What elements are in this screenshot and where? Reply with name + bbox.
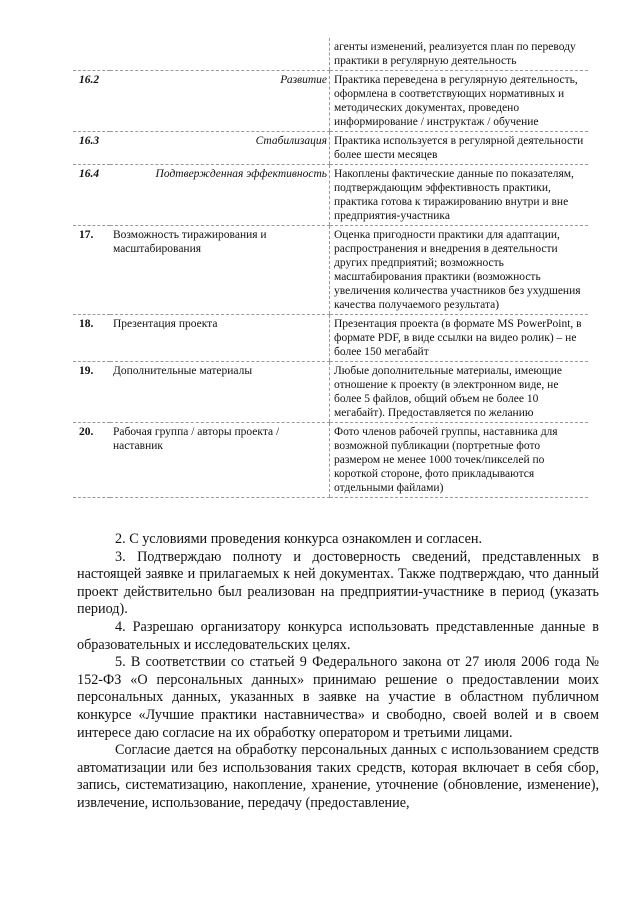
row-number: 16.4 — [73, 165, 110, 226]
paragraph: 3. Подтверждаю полноту и достоверность сведений, представленных в настоящей заявке и прилагаемых к ней документах. Также подтверждаю, что данный проект действительно был реализован на предприятии-участнике в период (указать период). — [77, 548, 599, 618]
row-description: Презентация проекта (в формате MS PowerPoint, в формате PDF, в виде ссылки на видео ролик) – не более 150 мегабайт — [330, 315, 589, 362]
table-row — [73, 165, 588, 226]
paragraph: 5. В соответствии со статьей 9 Федерального закона от 27 июля 2006 года № 152-ФЗ «О персональных данных» принимаю решение о предоставлении моих персональных данных, указанных в заявке на участие в областном публичном конкурсе «Лучшие практики наставничества» и свободно, своей волей и в своем интересе даю согласие на их обработку оператором и третьими лицами. — [77, 654, 599, 741]
row-description: Любые дополнительные материалы, имеющие отношение к проекту (в электронном виде, не более 5 файлов, общий объем не более 10 мегабайт). Предоставляется по желанию — [330, 362, 589, 423]
row-criterion: Рабочая группа / авторы проекта / наставник — [110, 423, 330, 498]
paragraph: 4. Разрешаю организатору конкурса использовать представленные данные в образовательных и исследовательских целях. — [77, 618, 599, 653]
paragraph: Согласие дается на обработку персональных данных с использованием средств автоматизации или без использования таких средств, которая включает в себя сбор, запись, систематизацию, накопление, хранение, уточнение (обновление, изменение), извлечение, использование, передачу (предоставление, — [77, 742, 599, 811]
row-number — [73, 38, 110, 71]
row-description: Фото членов рабочей группы, наставника для возможной публикации (портретные фото размером не менее 1000 точек/пикселей по короткой стороне, фото прикладываются отдельными файлами) — [330, 423, 589, 498]
table-row — [73, 226, 588, 315]
row-criterion: Презентация проекта — [110, 315, 330, 362]
row-description: Практика переведена в регулярную деятельность, оформлена в соответствующих нормативных и методических документах, проведено информирование / инструктаж / обучение — [330, 71, 589, 132]
table-row — [73, 315, 588, 362]
table-row — [73, 362, 588, 423]
row-number: 16.2 — [73, 71, 110, 132]
row-number: 18. — [73, 315, 110, 362]
row-criterion — [110, 38, 330, 71]
paragraph: 2. С условиями проведения конкурса ознакомлен и согласен. — [115, 531, 483, 547]
row-description: Накоплены фактические данные по показателям, подтверждающим эффективность практики, практика готова к тиражированию внутри и вне предприятия-участника — [330, 165, 589, 226]
row-criterion: Стабилизация — [110, 132, 330, 165]
row-criterion: Развитие — [110, 71, 330, 132]
row-criterion: Дополнительные материалы — [110, 362, 330, 423]
row-number: 17. — [73, 226, 110, 315]
row-criterion: Возможность тиражирования и масштабирования — [110, 226, 330, 315]
table-row — [73, 71, 588, 132]
table-row — [73, 423, 588, 498]
row-description: Практика используется в регулярной деятельности более шести месяцев — [330, 132, 589, 165]
row-number: 16.3 — [73, 132, 110, 165]
consent-text — [77, 531, 599, 813]
criteria-table — [73, 38, 588, 498]
row-number: 20. — [73, 423, 110, 498]
row-description: Оценка пригодности практики для адаптации, распространения и внедрения в деятельности других предприятий; возможность масштабирования практики (возможность увеличения количества участников без ухудшения качества получаемого результата) — [330, 226, 589, 315]
row-description: агенты изменений, реализуется план по переводу практики в регулярную деятельность — [330, 38, 589, 71]
table-row — [73, 38, 588, 71]
row-number: 19. — [73, 362, 110, 423]
table-row — [73, 132, 588, 165]
row-criterion: Подтвержденная эффективность — [110, 165, 330, 226]
